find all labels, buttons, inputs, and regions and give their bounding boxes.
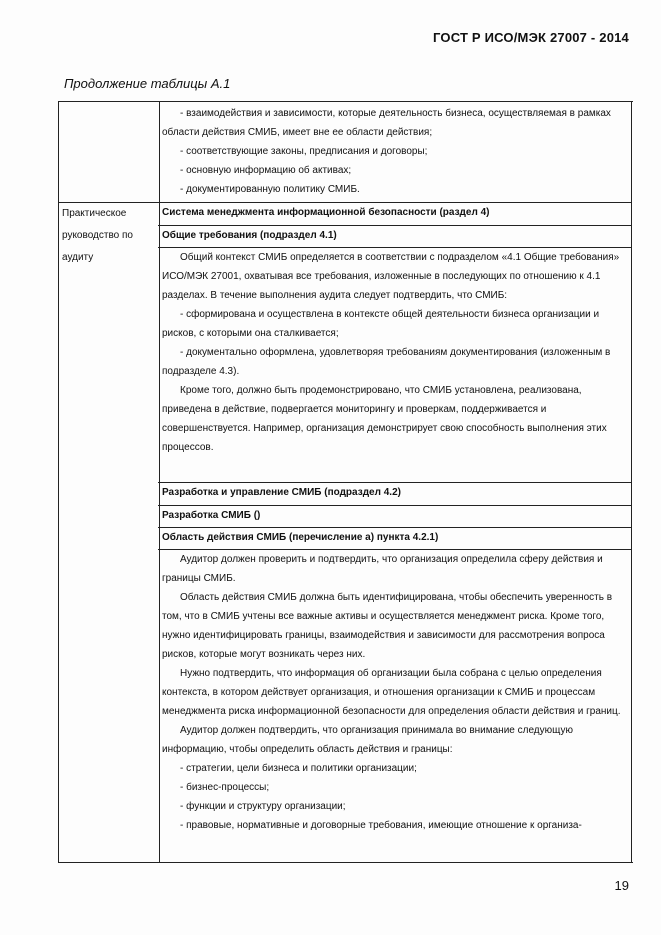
subsection-heading: Общие требования (подраздел 4.1)	[162, 230, 337, 241]
list-item: - стратегии, цели бизнеса и политики организации;	[180, 763, 417, 774]
cell-block3	[162, 550, 626, 835]
page-number: 19	[614, 878, 629, 893]
requirements-table	[58, 101, 633, 863]
paragraph: Аудитор должен проверить и подтвердить, что организация определила сферу действия и границы СМИБ.	[162, 554, 603, 584]
list-item: - правовые, нормативные и договорные требования, имеющие отношение к организа-	[180, 820, 582, 831]
list-item: - бизнес-процессы;	[180, 782, 270, 793]
paragraph: - взаимодействия и зависимости, которые деятельность бизнеса, осуществляемая в рамках области действия СМИБ, имеет вне ее области действия;	[162, 108, 611, 138]
section-heading: Система менеджмента информационной безопасности (раздел 4)	[162, 207, 490, 218]
paragraph: Область действия СМИБ должна быть идентифицирована, чтобы обеспечить уверенность в том, что в СМИБ учтены все важные активы и осуществляется менеджмент риска. Кроме того, нужно идентифицировать границы, взаимодействия и зависимости для рассмотрения вопроса рисков, которые могут возникать через них.	[162, 592, 613, 660]
cell-block1	[162, 104, 626, 199]
list-item: - основную информацию об активах;	[180, 165, 352, 176]
subsection-heading: Разработка и управление СМИБ (подраздел 4.2)	[162, 487, 401, 498]
list-item: - функции и структуру организации;	[180, 801, 346, 812]
paragraph: Кроме того, должно быть продемонстрировано, что СМИБ установлена, реализована, приведена в действие, подвергается мониторингу и проверкам, поддерживается и совершенствуется. Например, организация демонстрирует свою способность выполнения этих процессов.	[162, 385, 607, 453]
cell-block2	[162, 248, 626, 457]
subsection-heading: Разработка СМИБ ()	[162, 510, 261, 521]
list-item: - сформирована и осуществлена в контексте общей деятельности бизнеса организации и рисков, с которыми она сталкивается;	[162, 309, 600, 339]
table-continuation-caption: Продолжение таблицы А.1	[64, 76, 231, 91]
document-code: ГОСТ Р ИСО/МЭК 27007 - 2014	[433, 30, 629, 45]
paragraph: Нужно подтвердить, что информация об организации была собрана с целью определения контекста, в котором действует организация, и отношения организации к СМИБ и процессам менеджмента риска информационной безопасности для определения области действия и границ.	[162, 668, 621, 717]
practical-guidance-label: Практическое руководство по аудиту	[62, 208, 133, 263]
list-item: - соответствующие законы, предписания и договоры;	[180, 146, 428, 157]
subsection-heading: Область действия СМИБ (перечисление а) пункта 4.2.1)	[162, 532, 439, 543]
paragraph: Общий контекст СМИБ определяется в соответствии с подразделом «4.1 Общие требования» ИСО/МЭК 27001, охватывая все требования, изложенные в последующих по отношению к 4.1 разделах. В течение выполнения аудита следует подтвердить, что СМИБ:	[162, 252, 620, 301]
paragraph: Аудитор должен подтвердить, что организация принимала во внимание следующую информацию, чтобы определить область действия и границы:	[162, 725, 573, 755]
list-item: - документально оформлена, удовлетворяя требованиям документирования (изложенным в подразделе 4.3).	[162, 347, 611, 377]
list-item: - документированную политику СМИБ.	[180, 184, 360, 195]
